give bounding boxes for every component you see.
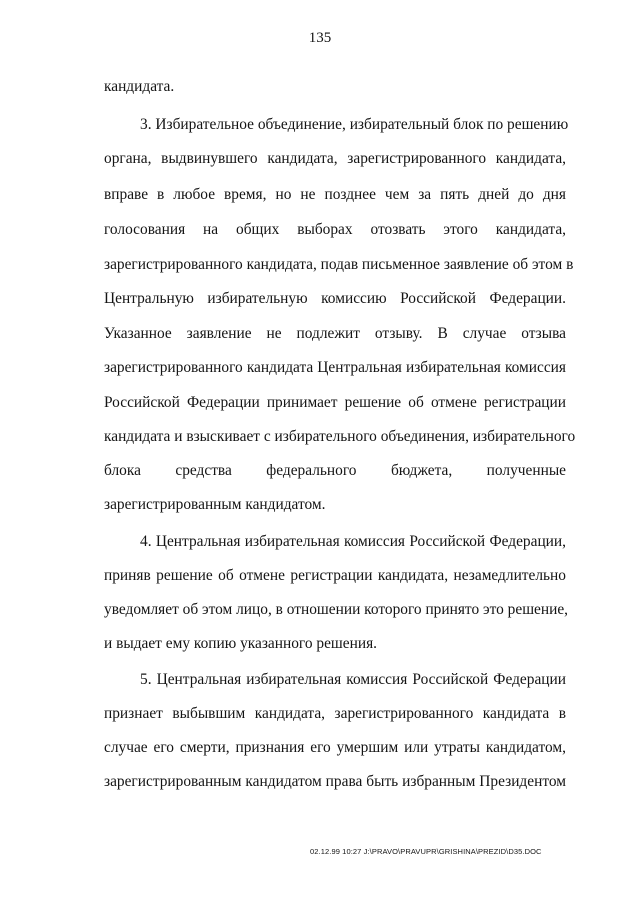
text-line: органа, выдвинувшего кандидата, зарегистрированного кандидата, [104, 150, 566, 167]
text-line: Российской Федерации принимает решение об отмене регистрации [104, 394, 566, 411]
text-line: признает выбывшим кандидата, зарегистрированного кандидата в [104, 705, 566, 722]
text-line: уведомляет об этом лицо, в отношении которого принято это решение, [104, 601, 569, 618]
text-line: 4. Центральная избирательная комиссия Российской Федерации, [140, 533, 566, 550]
page-number: 135 [308, 30, 332, 46]
text-line: зарегистрированным кандидатом права быть избранным Президентом [104, 773, 566, 790]
text-line: блока средства федерального бюджета, полученные [104, 462, 566, 479]
text-line: вправе в любое время, но не позднее чем за пять дней до дня [104, 186, 566, 203]
text-line: Центральную избирательную комиссию Российской Федерации. [104, 290, 566, 307]
text-line: зарегистрированного кандидата, подав письменное заявление об этом в [104, 256, 574, 273]
text-line: 3. Избирательное объединение, избирательный блок по решению [140, 116, 569, 133]
text-line: голосования на общих выборах отозвать этого кандидата, [104, 221, 566, 238]
text-line: Указанное заявление не подлежит отзыву. В случае отзыва [104, 325, 566, 342]
text-line: приняв решение об отмене регистрации кандидата, незамедлительно [104, 567, 566, 584]
file-path-footer: 02.12.99 10:27 J:\PRAVO\PRAVUPR\GRISHINA\PREZID\D35.DOC [310, 847, 542, 856]
text-line: зарегистрированного кандидата Центральная избирательная комиссия [104, 359, 566, 376]
text-line: и выдает ему копию указанного решения. [104, 635, 378, 652]
text-line: кандидата и взыскивает с избирательного объединения, избирательного [104, 428, 576, 445]
text-line: 5. Центральная избирательная комиссия Российской Федерации [140, 671, 566, 688]
text-line: случае его смерти, признания его умершим или утраты кандидатом, [104, 739, 566, 756]
text-line: кандидата. [104, 78, 175, 95]
text-line: зарегистрированным кандидатом. [104, 496, 326, 513]
